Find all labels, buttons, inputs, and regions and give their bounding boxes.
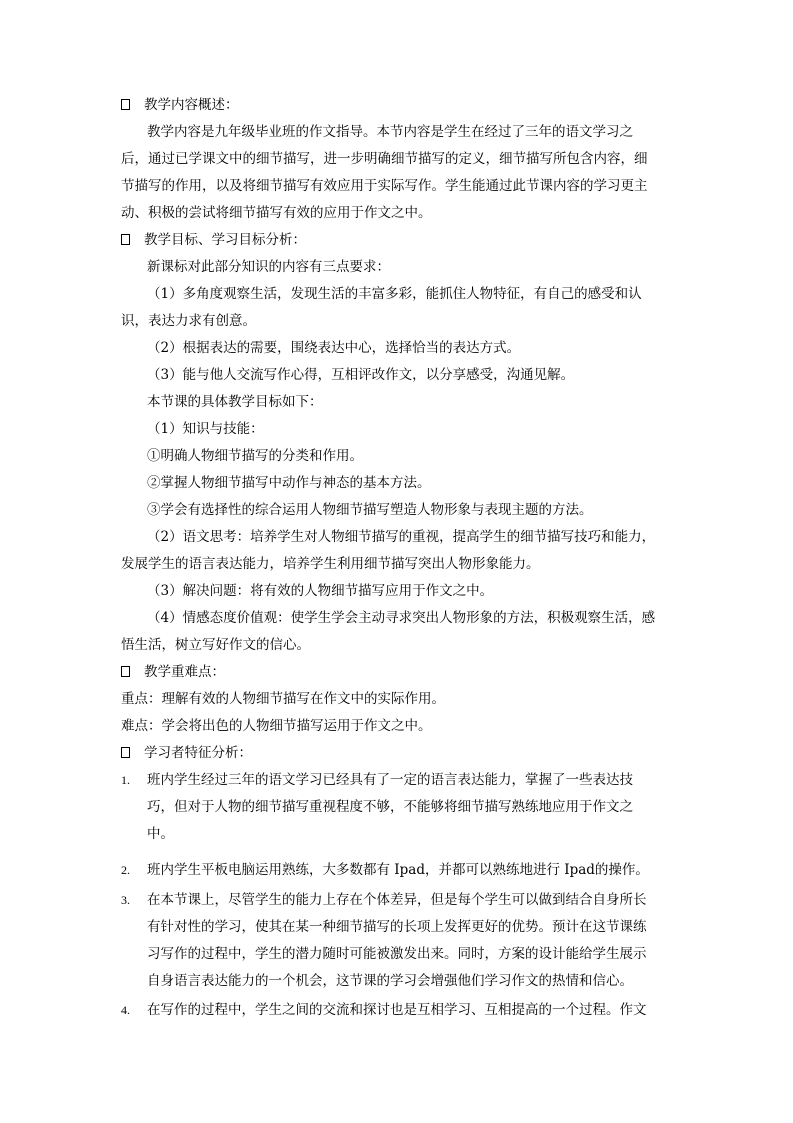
goal-line: 悟生活，树立写好作文的信心。 xyxy=(121,637,310,653)
paragraph-line: 后，通过已学课文中的细节描写，进一步明确细节描写的定义，细节描写所包含内容，细 xyxy=(121,151,648,167)
list-item-line: 在写作的过程中，学生之间的交流和探讨也是互相学习、互相提高的一个过程。作文 xyxy=(147,1002,647,1018)
difficult-point-line: 难点：学会将出色的人物细节描写运用于作文之中。 xyxy=(121,718,432,734)
section-heading-goals: 教学目标、学习目标分析： xyxy=(121,230,306,250)
goal-subitem: ①明确人物细节描写的分类和作用。 xyxy=(147,448,363,464)
section-heading-learner-analysis: 学习者特征分析： xyxy=(121,743,252,763)
list-number: 1. xyxy=(121,773,130,787)
section-heading-key-points: 教学重难点： xyxy=(121,662,225,682)
checkbox-bullet-icon xyxy=(121,747,130,758)
list-item-line: 中。 xyxy=(147,826,174,842)
checkbox-bullet-icon xyxy=(121,99,130,110)
paragraph-line: 新课标对此部分知识的内容有三点要求： xyxy=(147,259,390,275)
key-point-line: 重点：理解有效的人物细节描写在作文中的实际作用。 xyxy=(121,691,445,707)
requirement-line: （1）多角度观察生活，发现生活的丰富多彩，能抓住人物特征，有自己的感受和认 xyxy=(147,286,642,302)
goal-subitem: ③学会有选择性的综合运用人物细节描写塑造人物形象与表现主题的方法。 xyxy=(147,502,593,518)
paragraph-line: 动、积极的尝试将细节描写有效的应用于作文之中。 xyxy=(121,205,432,221)
list-item-line: 在本节课上，尽管学生的能力上存在个体差异，但是每个学生可以做到结合自身所长 xyxy=(147,892,647,908)
list-item-line: 班内学生平板电脑运用熟练，大多数都有 Ipad，并都可以熟练地进行 Ipad的操作。 xyxy=(147,862,649,878)
list-item-line: 有针对性的学习，使其在某一种细节描写的长项上发挥更好的优势。预计在这节课练 xyxy=(147,919,647,935)
list-number: 3. xyxy=(121,893,130,907)
requirement-line: （3）能与他人交流写作心得，互相评改作文，以分享感受，沟通见解。 xyxy=(147,367,575,383)
requirement-line: 识，表达力求有创意。 xyxy=(121,313,256,329)
checkbox-bullet-icon xyxy=(121,234,130,245)
goal-line: （2）语文思考：培养学生对人物细节描写的重视，提高学生的细节描写技巧和能力， xyxy=(147,529,656,545)
goal-subitem: ②掌握人物细节描写中动作与神态的基本方法。 xyxy=(147,475,431,491)
list-item-line: 巧，但对于人物的细节描写重视程度不够，不能够将细节描写熟练地应用于作文之 xyxy=(147,799,633,815)
list-item-line: 习写作的过程中，学生的潜力随时可能被激发出来。同时，方案的设计能给学生展示 xyxy=(147,946,647,962)
goal-line: （4）情感态度价值观：使学生学会主动寻求突出人物形象的方法，积极观察生活，感 xyxy=(147,610,656,626)
goal-line: （1）知识与技能： xyxy=(147,421,264,437)
list-item-line: 自身语言表达能力的一个机会，这节课的学习会增强他们学习作文的热情和信心。 xyxy=(147,973,633,989)
goal-line: （3）解决问题：将有效的人物细节描写应用于作文之中。 xyxy=(147,583,494,599)
list-number: 2. xyxy=(121,863,130,877)
list-item-line: 班内学生经过三年的语文学习已经具有了一定的语言表达能力，掌握了一些表达技 xyxy=(147,772,633,788)
section-heading-content-overview: 教学内容概述： xyxy=(121,95,239,115)
paragraph-line: 节描写的作用，以及将细节描写有效应用于实际写作。学生能通过此节课内容的学习更主 xyxy=(121,178,648,194)
paragraph-line: 本节课的具体教学目标如下： xyxy=(147,394,323,410)
requirement-line: （2）根据表达的需要，围绕表达中心，选择恰当的表达方式。 xyxy=(147,340,521,356)
list-number: 4. xyxy=(121,1003,130,1017)
goal-line: 发展学生的语言表达能力，培养学生利用细节描写突出人物形象能力。 xyxy=(121,556,540,572)
checkbox-bullet-icon xyxy=(121,666,130,677)
paragraph-line: 教学内容是九年级毕业班的作文指导。本节内容是学生在经过了三年的语文学习之 xyxy=(147,124,633,140)
